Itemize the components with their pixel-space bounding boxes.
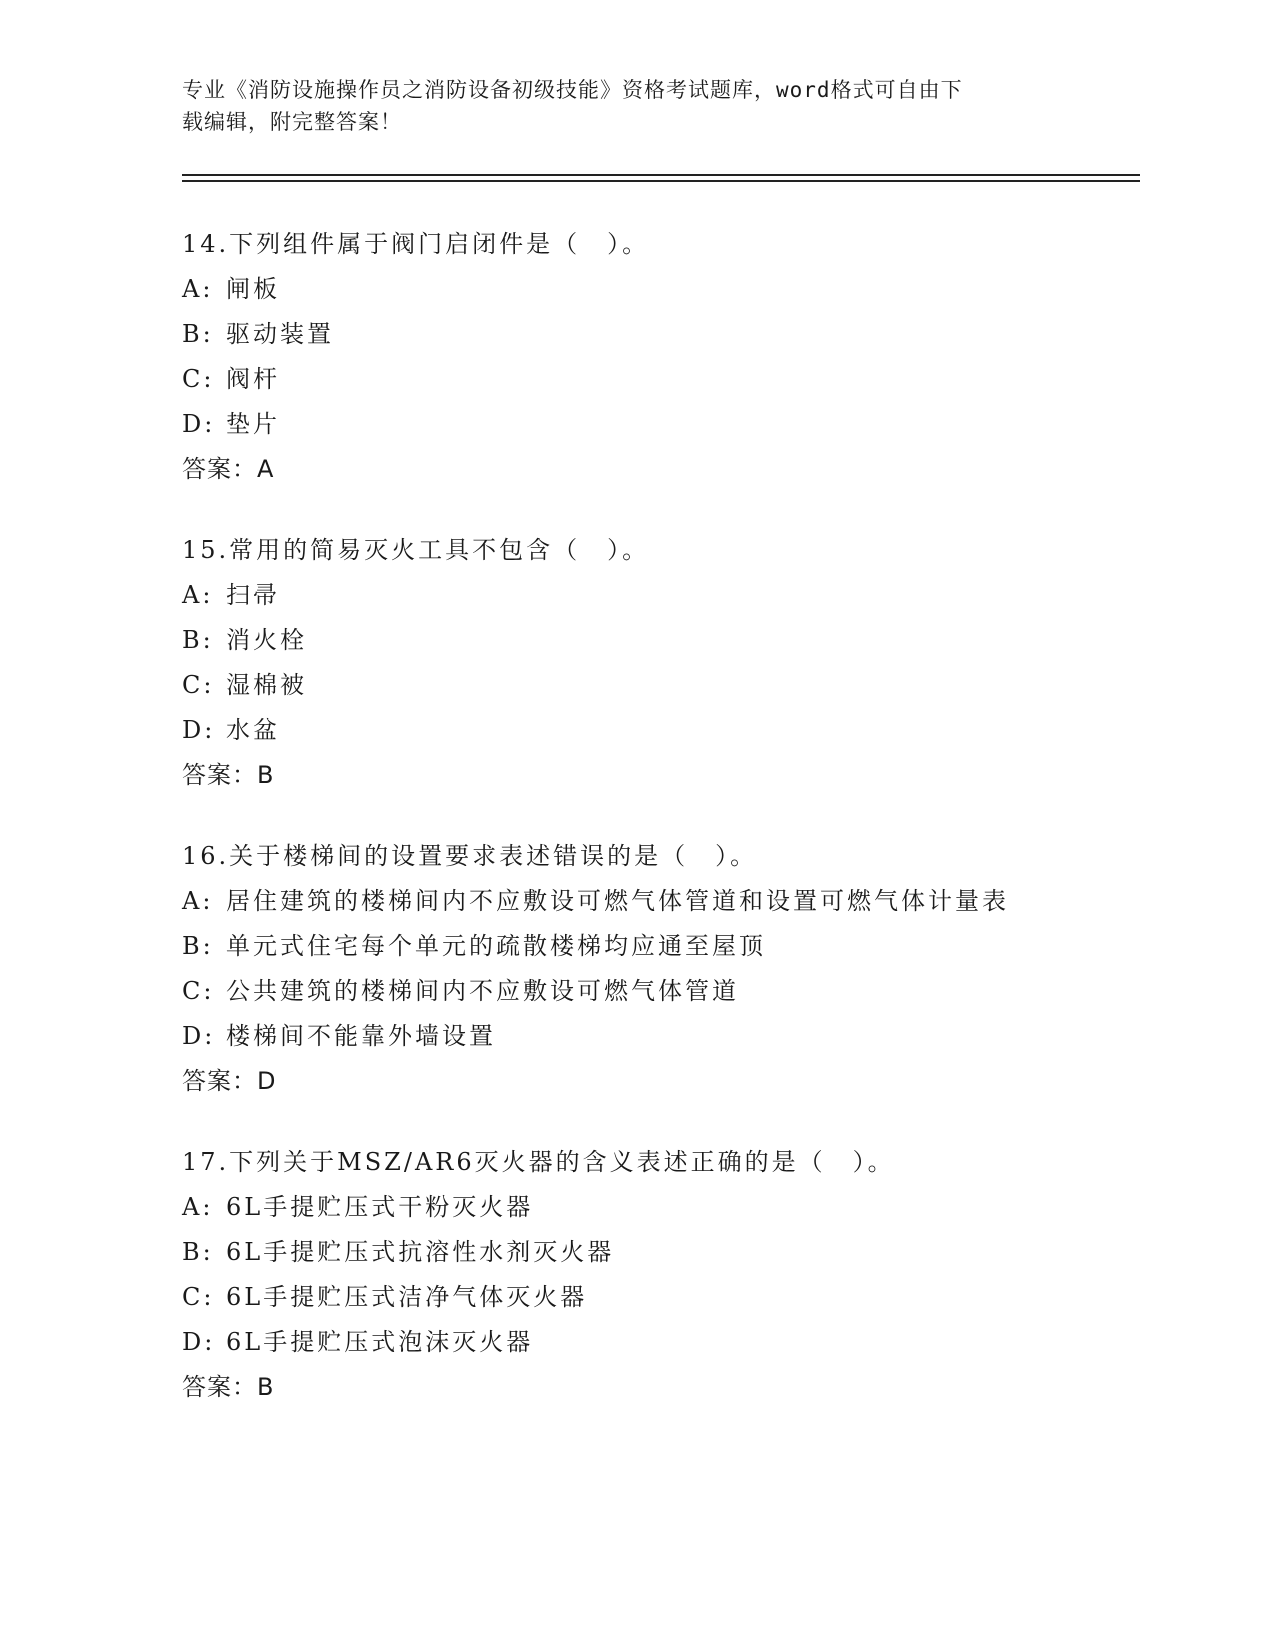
option-a: [182, 1185, 1122, 1230]
option-d: [182, 708, 1122, 753]
answer-line: 答案：D: [182, 1067, 277, 1095]
option-a: [182, 573, 1122, 618]
option-text: 水盆: [226, 716, 280, 744]
option-text: 6L手提贮压式干粉灭火器: [226, 1193, 534, 1221]
option-text: 6L手提贮压式抗溶性水剂灭火器: [226, 1238, 615, 1266]
option-b: [182, 312, 1122, 357]
question-stem: 16.关于楼梯间的设置要求表述错误的是（ ）。: [182, 842, 758, 870]
question-stem: 14.下列组件属于阀门启闭件是（ ）。: [182, 230, 650, 258]
option-c: [182, 357, 1122, 402]
answer-line: 答案：A: [182, 455, 275, 483]
option-c: [182, 1275, 1122, 1320]
option-key: C:: [182, 1283, 215, 1311]
question-stem: 17.下列关于MSZ/AR6灭火器的含义表述正确的是（ ）。: [182, 1148, 895, 1176]
option-text: 阀杆: [226, 365, 280, 393]
option-key: A:: [182, 581, 214, 609]
option-b: [182, 618, 1122, 663]
header-divider-bottom: [182, 180, 1140, 182]
option-key: C:: [182, 977, 215, 1005]
option-text: 6L手提贮压式洁净气体灭火器: [226, 1283, 588, 1311]
option-key: B:: [182, 320, 214, 348]
question-14: [182, 222, 1122, 492]
option-key: D:: [182, 716, 216, 744]
option-text: 垫片: [226, 410, 280, 438]
question-stem: 15.常用的简易灭火工具不包含（ ）。: [182, 536, 650, 564]
option-key: C:: [182, 365, 215, 393]
option-b: [182, 924, 1122, 969]
answer-line: 答案：B: [182, 761, 275, 789]
option-key: D:: [182, 1328, 216, 1356]
option-a: [182, 879, 1122, 924]
option-d: [182, 1014, 1122, 1059]
question-16: [182, 834, 1122, 1104]
option-key: B:: [182, 932, 214, 960]
option-c: [182, 969, 1122, 1014]
option-key: D:: [182, 410, 216, 438]
option-b: [182, 1230, 1122, 1275]
option-text: 驱动装置: [226, 320, 334, 348]
option-key: A:: [182, 1193, 214, 1221]
option-text: 湿棉被: [226, 671, 307, 699]
option-d: [182, 1320, 1122, 1365]
header-line-1: 专业《消防设施操作员之消防设备初级技能》资格考试题库，word格式可自由下: [182, 78, 963, 102]
question-15: [182, 528, 1122, 798]
option-text: 消火栓: [226, 626, 307, 654]
option-key: C:: [182, 671, 215, 699]
option-a: [182, 267, 1122, 312]
option-key: A:: [182, 275, 214, 303]
option-text: 单元式住宅每个单元的疏散楼梯均应通至屋顶: [226, 932, 766, 960]
option-c: [182, 663, 1122, 708]
option-key: D:: [182, 1022, 216, 1050]
question-17: [182, 1140, 1122, 1410]
option-text: 楼梯间不能靠外墙设置: [226, 1022, 496, 1050]
option-key: B:: [182, 1238, 214, 1266]
header-line-2: 载编辑，附完整答案！: [182, 110, 402, 134]
option-key: B:: [182, 626, 214, 654]
option-text: 居住建筑的楼梯间内不应敷设可燃气体管道和设置可燃气体计量表: [226, 887, 1009, 915]
option-text: 6L手提贮压式泡沫灭火器: [226, 1328, 534, 1356]
option-key: A:: [182, 887, 214, 915]
document-header: [182, 74, 1082, 138]
option-d: [182, 402, 1122, 447]
option-text: 闸板: [226, 275, 280, 303]
option-text: 扫帚: [226, 581, 280, 609]
header-divider-top: [182, 174, 1140, 176]
option-text: 公共建筑的楼梯间内不应敷设可燃气体管道: [226, 977, 739, 1005]
answer-line: 答案：B: [182, 1373, 275, 1401]
